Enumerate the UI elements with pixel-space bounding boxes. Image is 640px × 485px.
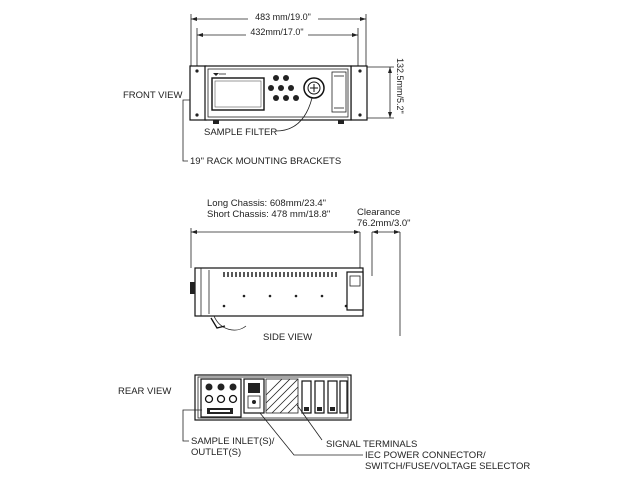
height-dimension <box>364 58 405 118</box>
right-rack-bracket <box>351 66 367 120</box>
inner-width-dimension <box>197 26 358 66</box>
clearance-title: Clearance <box>357 207 401 218</box>
sample-filter-label: SAMPLE FILTER <box>204 127 278 138</box>
rack-brackets-label: 19" RACK MOUNTING BRACKETS <box>190 156 342 167</box>
iec-power-connector <box>244 379 264 413</box>
sample-filter <box>304 78 324 98</box>
clearance-value: 76.2mm/3.0" <box>357 218 411 229</box>
signal-terminals-label: SIGNAL TERMINALS <box>326 439 418 450</box>
iec-connector-label-line1: IEC POWER CONNECTOR/ <box>365 450 486 461</box>
rear-view <box>118 375 530 472</box>
front-view <box>123 11 405 167</box>
inner-width-label: 432mm/17.0" <box>250 27 304 37</box>
height-label: 132.5mm/5.2" <box>395 58 405 114</box>
side-chassis <box>195 268 363 316</box>
display-screen <box>212 78 264 110</box>
front-view-title: FRONT VIEW <box>123 90 183 101</box>
overall-width-label: 483 mm/19.0" <box>255 12 311 22</box>
sample-inlet-label-line1: SAMPLE INLET(S)/ <box>191 436 275 447</box>
signal-terminals <box>302 381 347 413</box>
sample-inlet-label-line2: OUTLET(S) <box>191 447 242 458</box>
overall-width-dimension <box>191 11 366 66</box>
short-chassis-label: Short Chassis: 478 mm/18.8" <box>207 209 331 220</box>
long-chassis-label: Long Chassis: 608mm/23.4" <box>207 198 327 209</box>
chassis-length-dimension <box>191 228 360 268</box>
iec-connector-label-line2: SWITCH/FUSE/VOLTAGE SELECTOR <box>365 461 531 472</box>
sample-inlet-block <box>201 379 241 417</box>
left-rack-bracket <box>190 66 206 120</box>
rear-view-title: REAR VIEW <box>118 386 172 397</box>
side-view <box>190 198 411 343</box>
clearance-dimension <box>372 230 400 336</box>
side-view-title: SIDE VIEW <box>263 332 313 343</box>
